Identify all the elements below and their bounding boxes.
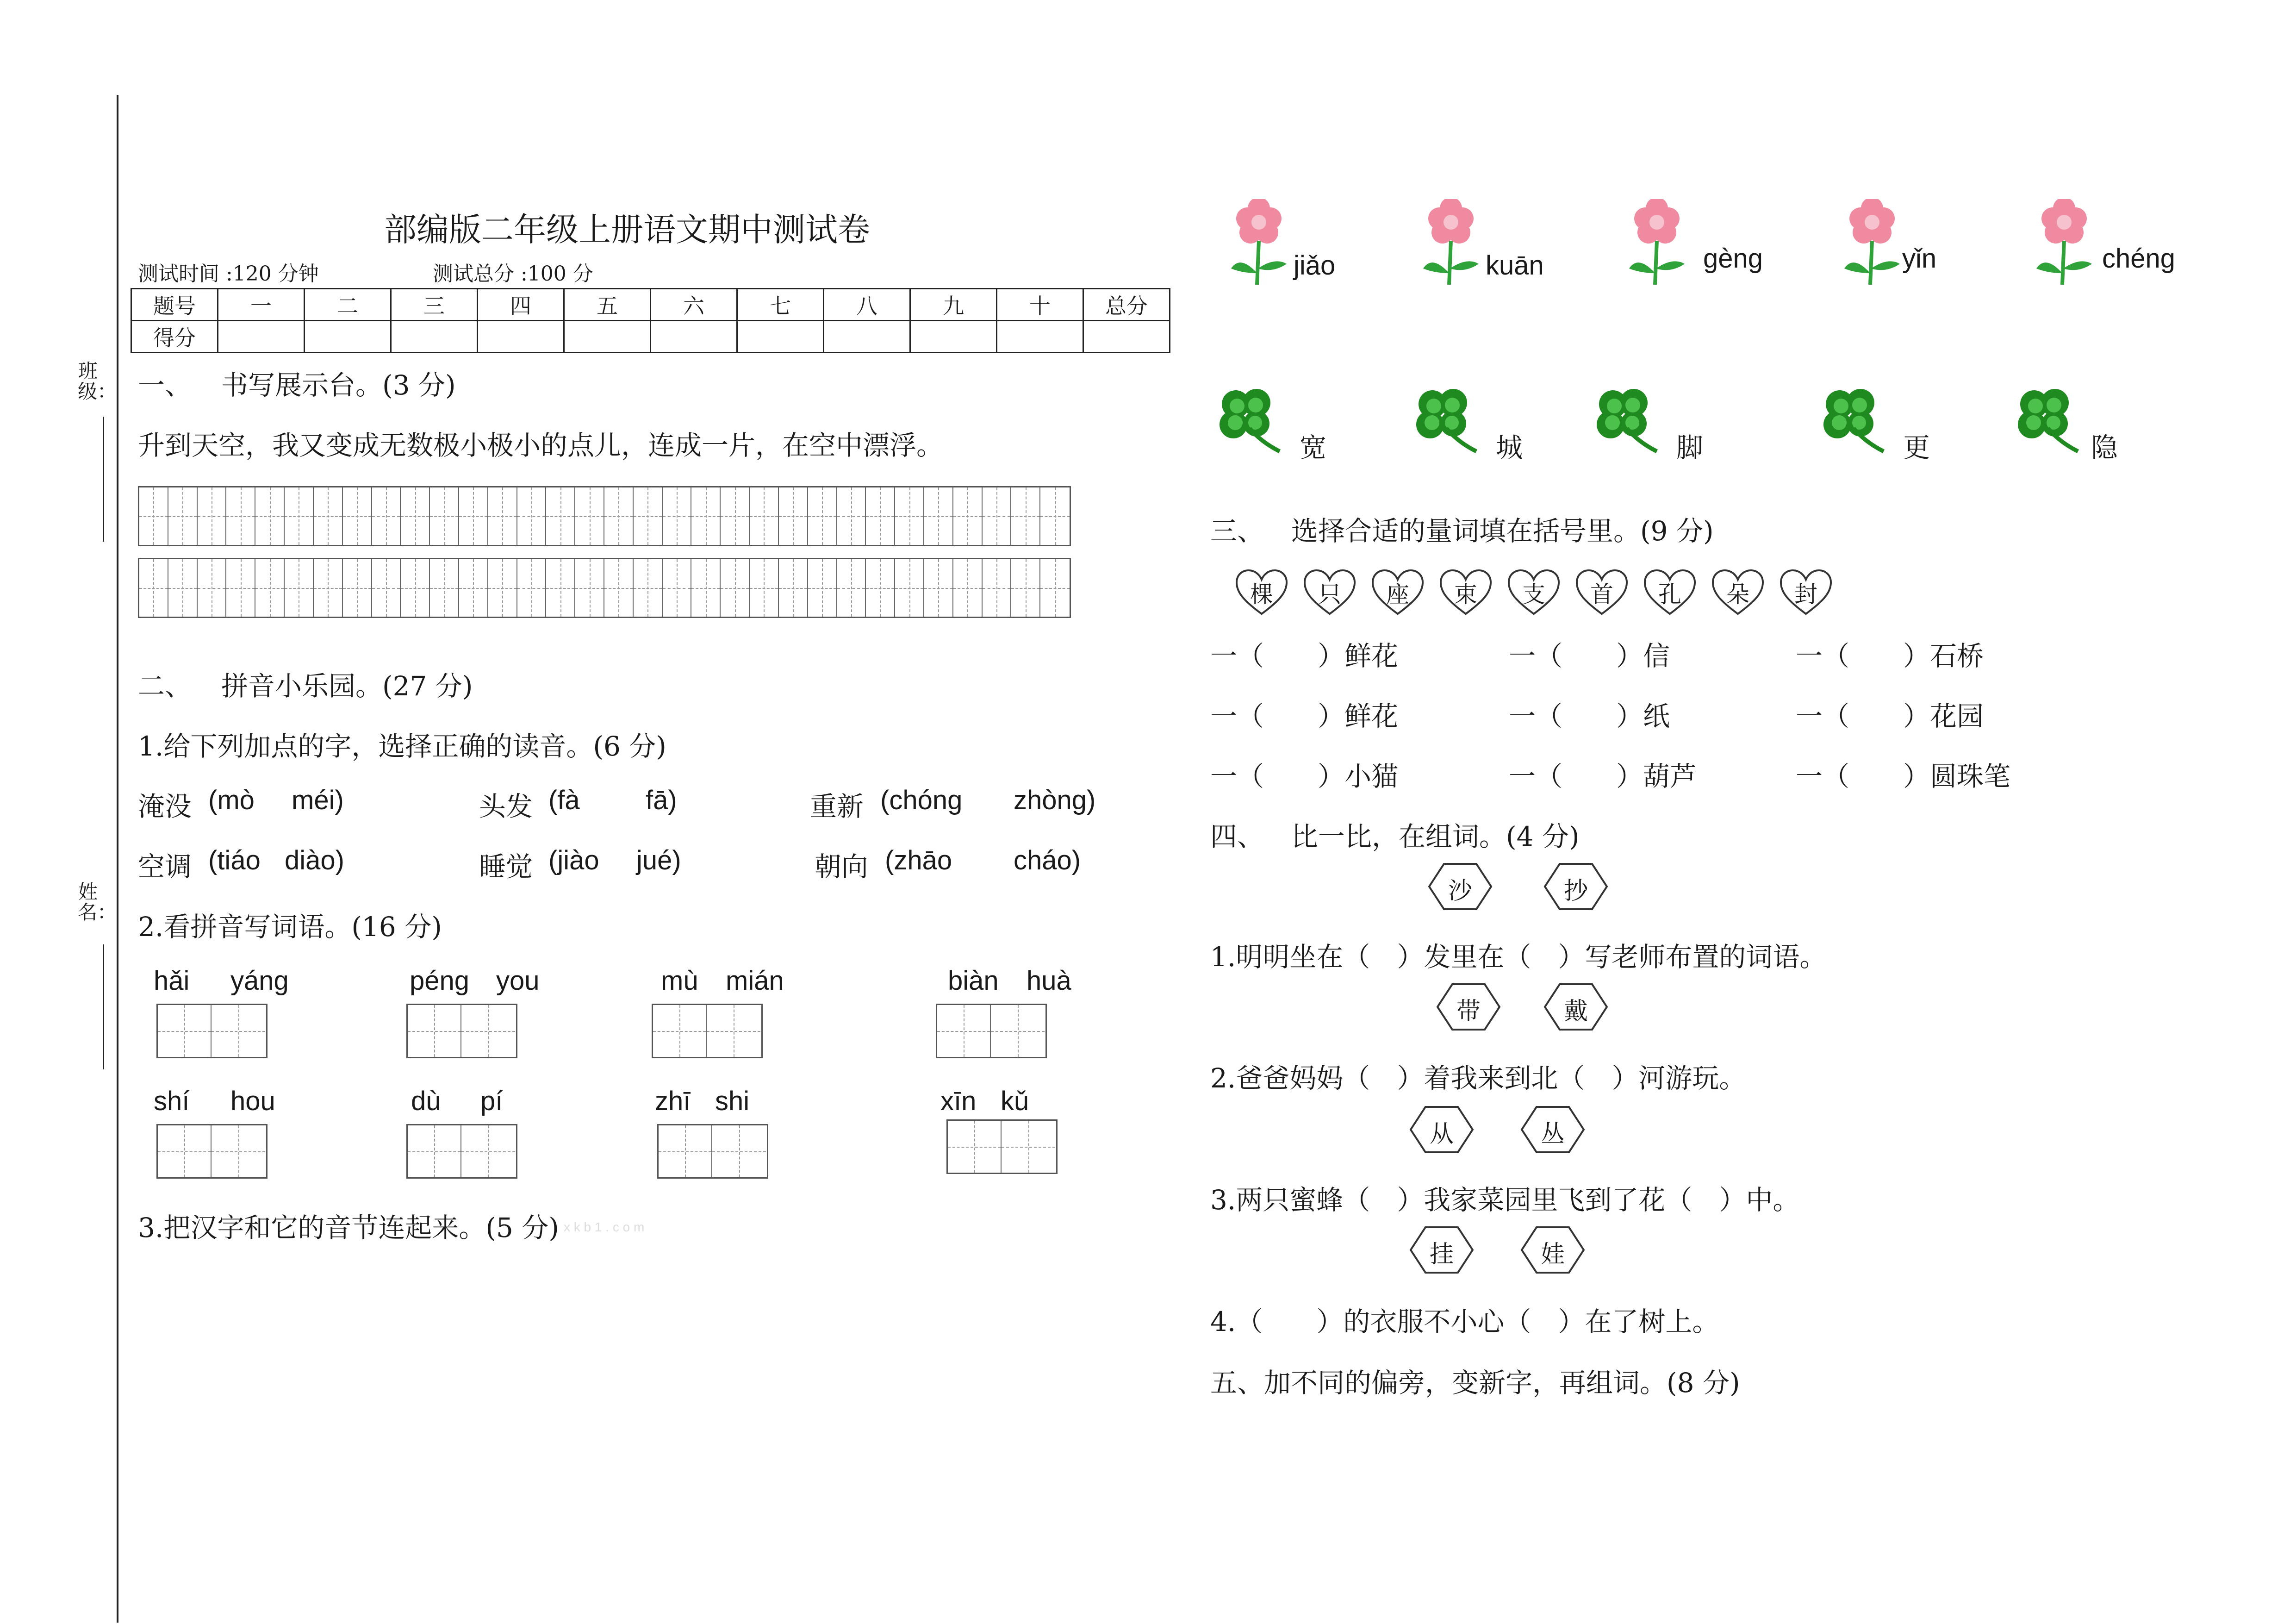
fill-blank-item[interactable]: 一（ ）小猫 xyxy=(1210,761,1399,792)
fill-blank-item[interactable]: 一（ ）纸 xyxy=(1509,700,1670,732)
measure-word-heart xyxy=(1507,568,1561,617)
flower-icon xyxy=(1419,199,1483,287)
section2-heading: 拼音小乐园。(27 分) xyxy=(221,670,473,702)
writing-cell[interactable] xyxy=(226,487,255,545)
score-table-score-row xyxy=(131,321,1170,353)
measure-word: 束 xyxy=(1454,581,1477,608)
writing-cell[interactable] xyxy=(401,487,430,545)
writing-cell[interactable] xyxy=(488,559,517,617)
writing-cell[interactable] xyxy=(779,487,808,545)
pinyin-syllable: pí xyxy=(480,1086,503,1116)
fill-blank-item[interactable]: 一（ ）鲜花 xyxy=(1210,640,1399,672)
writing-cell[interactable] xyxy=(779,559,808,617)
writing-cell[interactable] xyxy=(750,487,779,545)
reading-word: 空调 xyxy=(138,851,192,882)
writing-cell[interactable] xyxy=(546,487,575,545)
reading-option[interactable]: diào) xyxy=(285,845,344,875)
flower-icon xyxy=(2032,199,2097,287)
score-table xyxy=(131,288,1170,353)
matching-char[interactable]: 宽 xyxy=(1300,432,1327,463)
writing-cell[interactable] xyxy=(139,487,168,545)
section4-number: 四、 xyxy=(1210,821,1264,852)
writing-grid-row-1[interactable] xyxy=(138,486,1071,546)
reading-option[interactable]: (zhāo xyxy=(885,845,952,875)
score-header-cell: 四 xyxy=(478,289,564,321)
score-header-cell: 八 xyxy=(824,289,910,321)
score-input-cell[interactable] xyxy=(824,321,910,353)
writing-cell[interactable] xyxy=(604,487,634,545)
measure-word-heart xyxy=(1303,568,1356,617)
pinyin-syllable: xīn xyxy=(940,1086,977,1116)
writing-cell[interactable] xyxy=(634,559,663,617)
matching-pinyin[interactable]: gèng xyxy=(1703,244,1763,274)
measure-word: 棵 xyxy=(1250,581,1273,608)
pinyin-syllable: mián xyxy=(726,966,784,996)
char-box-pair[interactable] xyxy=(946,1119,1058,1174)
clover-icon xyxy=(1210,382,1284,456)
char-box-pair[interactable] xyxy=(936,1004,1047,1058)
reading-option[interactable]: fā) xyxy=(646,785,677,815)
writing-cell[interactable] xyxy=(663,559,692,617)
compare-char-badge xyxy=(1513,1224,1592,1275)
reading-option[interactable]: méi) xyxy=(292,785,344,815)
section1-number: 一、 xyxy=(138,369,192,401)
writing-cell[interactable] xyxy=(459,559,488,617)
compare-sentence[interactable]: 3.两只蜜蜂（ ）我家菜园里飞到了花（ ）中。 xyxy=(1210,1184,1800,1216)
score-header-cell: 二 xyxy=(305,289,391,321)
writing-cell[interactable] xyxy=(517,559,547,617)
flower-icon xyxy=(1624,199,1689,287)
score-input-cell[interactable] xyxy=(910,321,997,353)
reading-option[interactable]: cháo) xyxy=(1014,845,1081,875)
class-label: 班级： xyxy=(78,360,117,403)
measure-word: 只 xyxy=(1318,581,1341,608)
question-2-2: 2.看拼音写词语。(16 分) xyxy=(138,911,442,943)
writing-cell[interactable] xyxy=(808,487,837,545)
writing-cell[interactable] xyxy=(198,487,227,545)
question-2-3: 3.把汉字和它的音节连起来。(5 分) xyxy=(138,1212,559,1243)
score-header-cell: 十 xyxy=(997,289,1083,321)
compare-sentence[interactable]: 4.（ ）的衣服不小心（ ）在了树上。 xyxy=(1210,1306,1719,1337)
pinyin-syllable: hǎi xyxy=(154,966,190,996)
reading-option[interactable]: (fà xyxy=(548,785,580,815)
compare-char-badge xyxy=(1402,1104,1481,1155)
fill-blank-item[interactable]: 一（ ）圆珠笔 xyxy=(1796,761,2011,792)
matching-pinyin[interactable]: jiǎo xyxy=(1294,250,1336,281)
writing-cell[interactable] xyxy=(953,487,983,545)
pinyin-syllable: zhī xyxy=(655,1086,691,1116)
writing-cell[interactable] xyxy=(226,559,255,617)
writing-cell[interactable] xyxy=(1011,487,1040,545)
score-header-cell: 题号 xyxy=(131,289,218,321)
reading-word: 重新 xyxy=(810,791,864,822)
fill-blank-item[interactable]: 一（ ）石桥 xyxy=(1796,640,1984,672)
clover-icon xyxy=(2009,382,2083,456)
writing-cell[interactable] xyxy=(663,487,692,545)
writing-cell[interactable] xyxy=(691,559,721,617)
writing-cell[interactable] xyxy=(691,487,721,545)
measure-word: 孔 xyxy=(1658,581,1681,608)
writing-cell[interactable] xyxy=(750,559,779,617)
measure-word: 朵 xyxy=(1726,581,1749,608)
writing-cell[interactable] xyxy=(517,487,547,545)
flower-icon xyxy=(1840,199,1904,287)
reading-option[interactable]: zhòng) xyxy=(1014,785,1096,815)
writing-cell[interactable] xyxy=(575,487,604,545)
writing-cell[interactable] xyxy=(401,559,430,617)
writing-cell[interactable] xyxy=(285,559,314,617)
writing-grid-row-2[interactable] xyxy=(138,558,1071,618)
writing-cell[interactable] xyxy=(488,487,517,545)
writing-cell[interactable] xyxy=(924,559,953,617)
writing-cell[interactable] xyxy=(459,487,488,545)
compare-char: 带 xyxy=(1456,998,1481,1025)
writing-cell[interactable] xyxy=(430,487,459,545)
compare-char: 从 xyxy=(1429,1120,1454,1148)
writing-cell[interactable] xyxy=(372,559,401,617)
reading-word: 淹没 xyxy=(138,791,192,822)
measure-word-heart xyxy=(1371,568,1425,617)
char-box-pair[interactable] xyxy=(406,1124,517,1179)
compare-sentence[interactable]: 2.爸爸妈妈（ ）着我来到北（ ）河游玩。 xyxy=(1210,1062,1746,1094)
writing-cell[interactable] xyxy=(198,559,227,617)
watermark: x k b 1 . c o m xyxy=(564,1220,645,1234)
compare-char: 丛 xyxy=(1540,1120,1565,1148)
writing-cell[interactable] xyxy=(168,487,198,545)
char-box-pair[interactable] xyxy=(406,1004,517,1058)
pinyin-syllable: hou xyxy=(230,1086,275,1116)
measure-word: 首 xyxy=(1590,581,1613,608)
compare-char: 戴 xyxy=(1563,998,1588,1025)
score-header-cell: 五 xyxy=(564,289,651,321)
matching-char[interactable]: 脚 xyxy=(1676,432,1704,463)
writing-cell[interactable] xyxy=(808,559,837,617)
reading-word: 朝向 xyxy=(815,851,869,882)
question-2-1: 1.给下列加点的字，选择正确的读音。(6 分) xyxy=(138,731,666,762)
writing-cell[interactable] xyxy=(837,559,866,617)
compare-char-badge xyxy=(1402,1224,1481,1275)
fill-blank-item[interactable]: 一（ ）葫芦 xyxy=(1509,761,1697,792)
compare-sentence[interactable]: 1.明明坐在（ ）发里在（ ）写老师布置的词语。 xyxy=(1210,941,1827,973)
pinyin-syllable: dù xyxy=(411,1086,441,1116)
class-underline xyxy=(103,417,104,542)
writing-cell[interactable] xyxy=(895,559,924,617)
writing-cell[interactable] xyxy=(604,559,634,617)
section3-number: 三、 xyxy=(1210,515,1264,547)
score-input-cell[interactable] xyxy=(391,321,478,353)
writing-cell[interactable] xyxy=(1011,559,1040,617)
writing-cell[interactable] xyxy=(983,559,1012,617)
reading-option[interactable]: (jiào xyxy=(548,845,599,875)
compare-char-badge xyxy=(1429,981,1508,1032)
flower-icon xyxy=(1226,199,1291,287)
score-input-cell[interactable] xyxy=(1083,321,1170,353)
writing-cell[interactable] xyxy=(924,487,953,545)
char-box-pair[interactable] xyxy=(657,1124,768,1179)
score-input-cell[interactable] xyxy=(305,321,391,353)
compare-char-badge xyxy=(1537,861,1615,912)
writing-cell[interactable] xyxy=(721,559,750,617)
writing-cell[interactable] xyxy=(721,487,750,545)
section1-sentence: 升到天空，我又变成无数极小极小的点儿，连成一片，在空中漂浮。 xyxy=(138,430,944,461)
writing-cell[interactable] xyxy=(343,559,372,617)
pinyin-syllable: mù xyxy=(661,966,698,996)
measure-word-heart xyxy=(1643,568,1697,617)
clover-icon xyxy=(1407,382,1481,456)
writing-cell[interactable] xyxy=(343,487,372,545)
writing-cell[interactable] xyxy=(895,487,924,545)
writing-cell[interactable] xyxy=(575,559,604,617)
section2-number: 二、 xyxy=(138,670,192,702)
measure-word-heart xyxy=(1779,568,1833,617)
measure-word-heart xyxy=(1711,568,1765,617)
reading-option[interactable]: (chóng xyxy=(880,785,963,815)
compare-char-badge xyxy=(1513,1104,1592,1155)
writing-cell[interactable] xyxy=(546,559,575,617)
score-input-cell[interactable] xyxy=(651,321,737,353)
compare-char-badge xyxy=(1421,861,1500,912)
measure-word: 封 xyxy=(1794,581,1817,608)
writing-cell[interactable] xyxy=(1040,559,1070,617)
writing-cell[interactable] xyxy=(634,487,663,545)
score-table-header-row xyxy=(131,289,1170,321)
writing-cell[interactable] xyxy=(255,487,285,545)
score-header-cell: 九 xyxy=(910,289,997,321)
writing-cell[interactable] xyxy=(255,559,285,617)
reading-option[interactable]: (mò xyxy=(208,785,255,815)
score-header-cell: 七 xyxy=(737,289,824,321)
pinyin-syllable: kǔ xyxy=(1001,1086,1029,1116)
writing-cell[interactable] xyxy=(430,559,459,617)
pinyin-syllable: shí xyxy=(154,1086,190,1116)
matching-char[interactable]: 城 xyxy=(1496,432,1523,463)
writing-cell[interactable] xyxy=(983,487,1012,545)
score-input-cell[interactable] xyxy=(737,321,824,353)
section4-heading: 比一比，在组词。(4 分) xyxy=(1291,821,1580,852)
score-input-cell[interactable] xyxy=(564,321,651,353)
writing-cell[interactable] xyxy=(168,559,198,617)
writing-cell[interactable] xyxy=(866,487,895,545)
compare-char: 挂 xyxy=(1429,1241,1454,1268)
matching-pinyin[interactable]: chéng xyxy=(2102,244,2176,274)
clover-icon xyxy=(1587,382,1661,456)
reading-word: 睡觉 xyxy=(479,851,533,882)
char-box-pair[interactable] xyxy=(156,1004,268,1058)
pinyin-syllable: biàn xyxy=(948,966,999,996)
clover-icon xyxy=(1814,382,1888,456)
measure-word-heart xyxy=(1575,568,1629,617)
section5-heading: 五、加不同的偏旁，变新字，再组词。(8 分) xyxy=(1210,1367,1740,1399)
score-input-cell[interactable] xyxy=(478,321,564,353)
writing-cell[interactable] xyxy=(139,559,168,617)
name-underline xyxy=(103,944,104,1069)
measure-word: 支 xyxy=(1522,581,1545,608)
reading-option[interactable]: jué) xyxy=(636,845,681,875)
binding-line xyxy=(117,95,118,1623)
writing-cell[interactable] xyxy=(837,487,866,545)
compare-char-badge xyxy=(1537,981,1615,1032)
pinyin-syllable: huà xyxy=(1027,966,1071,996)
matching-pinyin[interactable]: kuān xyxy=(1486,250,1544,281)
fill-blank-item[interactable]: 一（ ）信 xyxy=(1509,640,1670,672)
reading-word: 头发 xyxy=(479,791,533,822)
score-header-cell: 三 xyxy=(391,289,478,321)
score-header-cell: 一 xyxy=(218,289,305,321)
writing-cell[interactable] xyxy=(953,559,983,617)
name-label: 姓名： xyxy=(78,881,117,924)
score-row-label: 得分 xyxy=(131,321,218,353)
measure-word-heart xyxy=(1439,568,1493,617)
matching-char[interactable]: 隐 xyxy=(2091,432,2118,463)
pinyin-syllable: you xyxy=(496,966,540,996)
section1-heading: 书写展示台。(3 分) xyxy=(221,369,456,401)
pinyin-syllable: péng xyxy=(410,966,470,996)
measure-word: 座 xyxy=(1386,581,1409,608)
fill-blank-item[interactable]: 一（ ）花园 xyxy=(1796,700,1984,732)
writing-cell[interactable] xyxy=(372,487,401,545)
writing-cell[interactable] xyxy=(314,559,343,617)
pinyin-syllable: yáng xyxy=(230,966,289,996)
measure-word-heart xyxy=(1235,568,1288,617)
compare-char: 抄 xyxy=(1563,877,1588,905)
matching-pinyin[interactable]: yǐn xyxy=(1902,244,1937,274)
score-input-cell[interactable] xyxy=(997,321,1083,353)
test-time: 测试时间 :120 分钟 xyxy=(138,262,319,286)
test-total: 测试总分 :100 分 xyxy=(433,262,593,286)
section3-heading: 选择合适的量词填在括号里。(9 分) xyxy=(1291,515,1714,547)
reading-option[interactable]: (tiáo xyxy=(208,845,261,875)
writing-cell[interactable] xyxy=(1040,487,1070,545)
writing-cell[interactable] xyxy=(866,559,895,617)
score-input-cell[interactable] xyxy=(218,321,305,353)
page-title: 部编版二年级上册语文期中测试卷 xyxy=(384,211,870,249)
pinyin-syllable: shi xyxy=(715,1086,750,1116)
writing-cell[interactable] xyxy=(285,487,314,545)
score-header-cell: 六 xyxy=(651,289,737,321)
char-box-pair[interactable] xyxy=(156,1124,268,1179)
matching-char[interactable]: 更 xyxy=(1903,432,1930,463)
compare-char: 沙 xyxy=(1448,877,1472,905)
char-box-pair[interactable] xyxy=(652,1004,763,1058)
writing-cell[interactable] xyxy=(314,487,343,545)
fill-blank-item[interactable]: 一（ ）鲜花 xyxy=(1210,700,1399,732)
compare-char: 娃 xyxy=(1540,1241,1565,1268)
score-header-cell: 总分 xyxy=(1083,289,1170,321)
